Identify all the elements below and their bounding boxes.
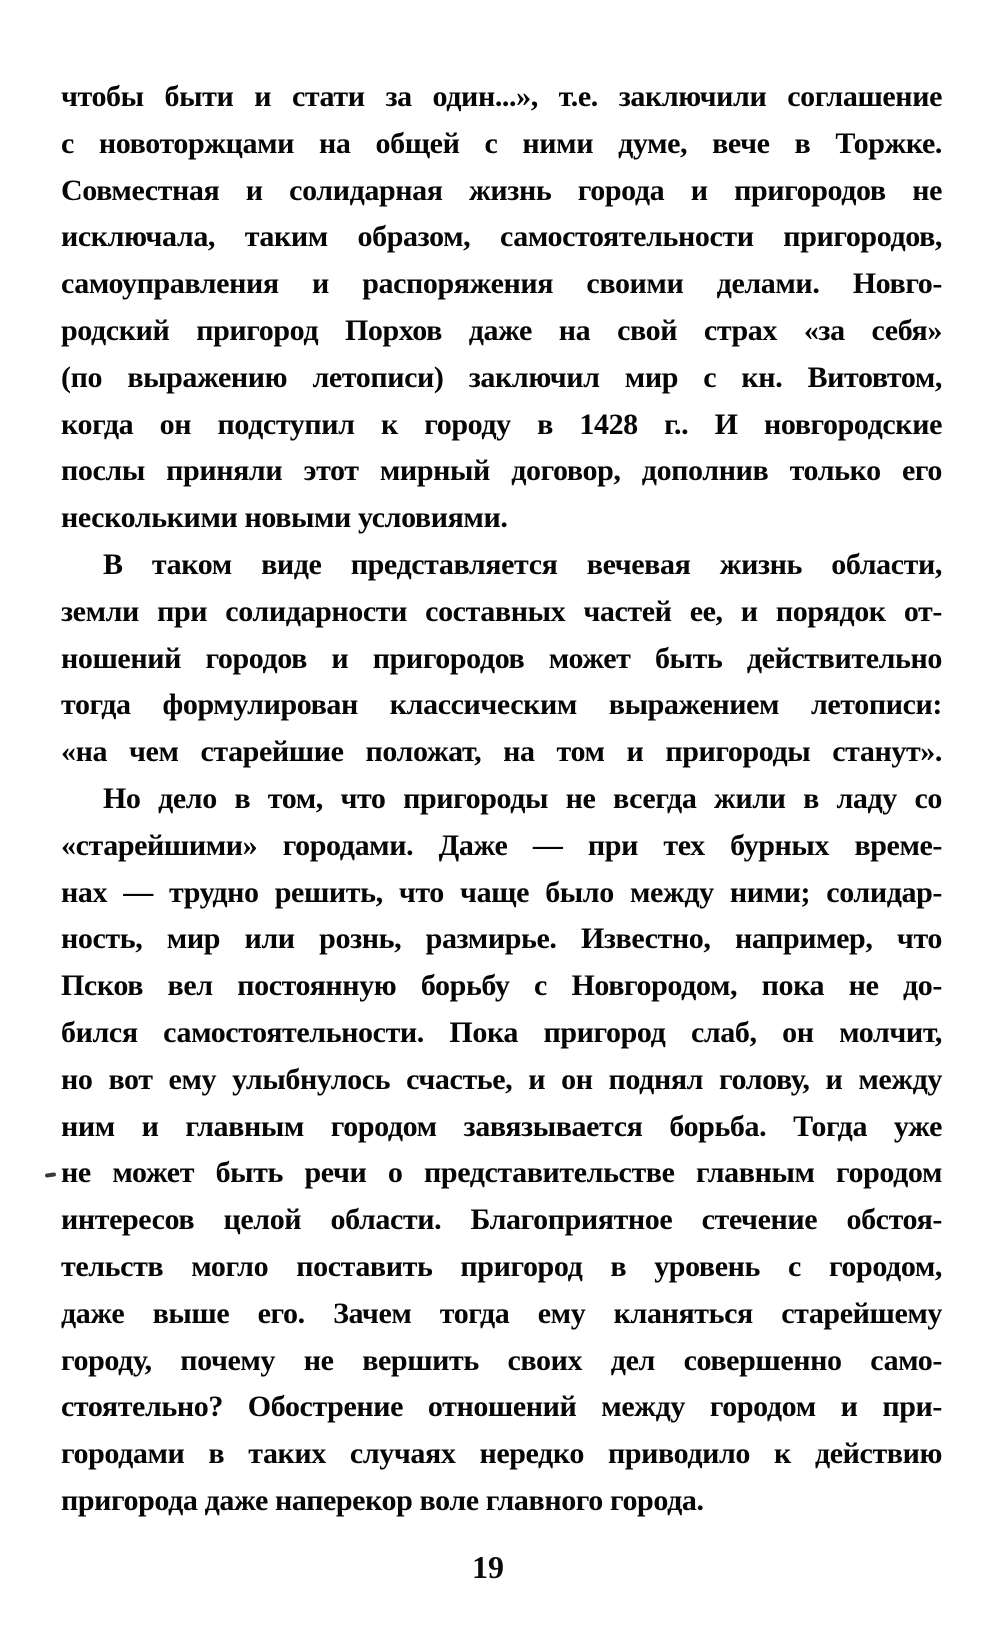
page-number: 19 <box>472 1549 504 1585</box>
text-line-p3-16: пригорода даже наперекор воле главного города. <box>61 1483 704 1517</box>
text-line-p3-13: городу, почему не вершить своих дел совершенно само- <box>61 1343 942 1377</box>
text-line-p1-6: родский пригород Порхов даже на свой страх «за себя» <box>61 313 942 347</box>
text-line-p1-1: чтобы быти и стати за один...», т.е. заключили соглашение <box>61 80 942 113</box>
text-line-p2-4: тогда формулирован классическим выражением летописи: <box>61 688 942 722</box>
text-line-p1-10: несколькими новыми условиями. <box>61 501 508 535</box>
text-line-p2-3: ношений городов и пригородов может быть действительно <box>61 641 942 675</box>
text-line-p3-10: интересов целой области. Благоприятное стечение обстоя- <box>61 1203 942 1237</box>
text-line-p1-4: исключала, таким образом, самостоятельности пригородов, <box>61 220 942 254</box>
page-text-block <box>61 74 942 1525</box>
text-line-p3-15: городами в таких случаях нередко приводило к действию <box>61 1437 942 1471</box>
text-line-p2-5: «на чем старейшие положат, на том и пригороды станут». <box>61 735 942 769</box>
text-line-p3-8: ним и главным городом завязывается борьба. Тогда уже <box>61 1109 942 1143</box>
text-line-p3-3: нах — трудно решить, что чаще было между ними; солидар- <box>61 875 942 909</box>
text-line-p1-9: послы приняли этот мирный договор, дополнив только его <box>61 454 942 488</box>
text-line-p3-9: не может быть речи о представительстве главным городом <box>61 1156 942 1190</box>
text-line-p3-4: ность, мир или рознь, размирье. Известно, например, что <box>61 922 942 956</box>
text-line-p3-12: даже выше его. Зачем тогда ему кланяться старейшему <box>61 1296 942 1330</box>
text-line-p3-11: тельств могло поставить пригород в уровень с городом, <box>61 1249 942 1283</box>
text-line-p1-2: с новоторжцами на общей с ними думе, вече в Торжке. <box>61 126 942 160</box>
scan-speck-artifact <box>45 1172 56 1177</box>
text-line-p3-6: бился самостоятельности. Пока пригород слаб, он молчит, <box>61 1015 942 1049</box>
text-line-p1-8: когда он подступил к городу в 1428 г.. И новгородские <box>61 407 942 441</box>
text-line-p1-5: самоуправления и распоряжения своими делами. Новго- <box>61 267 942 301</box>
text-line-p1-7: (по выражению летописи) заключил мир с кн. Витовтом, <box>61 360 942 394</box>
text-line-p2-2: земли при солидарности составных частей ее, и порядок от- <box>61 594 942 628</box>
text-line-p3-1: Но дело в том, что пригороды не всегда жили в ладу со <box>103 781 942 815</box>
text-line-p2-1: В таком виде представляется вечевая жизнь области, <box>103 547 942 581</box>
text-line-p1-3: Совместная и солидарная жизнь города и пригородов не <box>61 173 942 207</box>
text-line-p3-2: «старейшими» городами. Даже — при тех бурных време- <box>61 828 942 862</box>
text-line-p3-7: но вот ему улыбнулось счастье, и он поднял голову, и между <box>61 1062 942 1096</box>
text-line-p3-14: стоятельно? Обострение отношений между городом и при- <box>61 1390 942 1424</box>
text-line-p3-5: Псков вел постоянную борьбу с Новгородом, пока не до- <box>61 969 942 1003</box>
